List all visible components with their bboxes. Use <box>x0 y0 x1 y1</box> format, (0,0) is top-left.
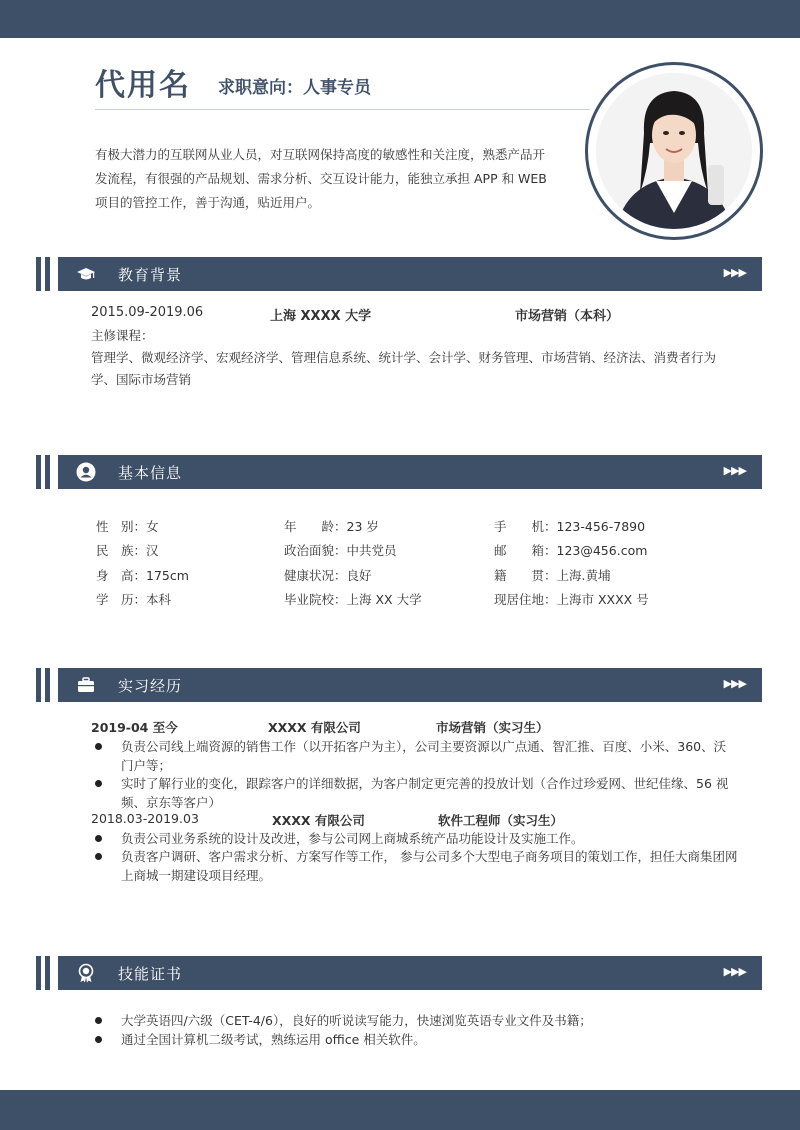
education-school: 上海 XXXX 大学 <box>270 309 372 324</box>
profile-photo-frame <box>585 62 763 240</box>
section-header-skills <box>36 956 762 990</box>
job-bullet: 实时了解行业的变化，跟踪客户的详细数据，为客户制定更完善的投放计划（合作过珍爱网、世纪佳缘、56 视频、京东等客户） <box>93 774 738 812</box>
arrows-icon: ▶▶▶ <box>723 464 746 477</box>
arrows-icon: ▶▶▶ <box>723 266 746 279</box>
candidate-name: 代用名 <box>95 68 191 103</box>
job-role: 软件工程师（实习生） <box>438 813 564 828</box>
info-ethnicity: 民 族：汉 <box>96 543 159 558</box>
skill-item: 大学英语四/六级（CET-4/6），良好的听说读写能力，快速浏览英语专业文件及书籍； <box>93 1011 738 1030</box>
section-title: 技能证书 <box>118 965 183 983</box>
job-bullet: 负责客户调研、客户需求分析、方案写作等工作， 参与公司多个大型电子商务项目的策划工作，担任大商集团网上商城一期建设项目经理。 <box>93 847 738 885</box>
arrows-icon: ▶▶▶ <box>723 965 746 978</box>
info-height: 身 高：175cm <box>96 568 189 583</box>
user-icon <box>76 462 96 482</box>
job-intent: 求职意向：人事专员 <box>218 78 371 98</box>
job-company: XXXX 有限公司 <box>272 813 365 828</box>
info-gender: 性 别：女 <box>96 519 159 534</box>
job-role: 市场营销（实习生） <box>436 720 549 735</box>
info-age: 年 龄：23 岁 <box>284 519 379 534</box>
section-header-internship <box>36 668 762 702</box>
job-bullet: 负责公司业务系统的设计及改进，参与公司网上商城系统产品功能设计及实施工作。 <box>93 829 738 848</box>
skill-item: 通过全国计算机二级考试，熟练运用 office 相关软件。 <box>93 1030 738 1049</box>
profile-photo <box>596 73 752 229</box>
header-divider <box>95 109 590 110</box>
education-period: 2015.09-2019.06 <box>91 305 204 320</box>
courses-list: 管理学、微观经济学、宏观经济学、管理信息系统、统计学、会计学、财务管理、市场营销、经济法、消费者行为学、国际市场营销 <box>91 350 717 387</box>
section-title: 教育背景 <box>118 266 183 284</box>
info-email: 邮 箱：123@456.com <box>494 543 648 558</box>
top-decor-bar <box>0 0 800 38</box>
section-title: 基本信息 <box>118 464 183 482</box>
arrows-icon: ▶▶▶ <box>723 677 746 690</box>
courses-label: 主修课程： <box>91 328 154 343</box>
section-header-basic-info <box>36 455 762 489</box>
info-address: 现居住地：上海市 XXXX 号 <box>494 592 649 607</box>
info-degree: 学 历：本科 <box>96 592 172 607</box>
summary-text: 有极大潜力的互联网从业人员，对互联网保持高度的敏感性和关注度，熟悉产品开发流程，有很强的产品规划、需求分析、交互设计能力，能独立承担 APP 和 WEB 项目的管控工作，善于沟通，贴近用户。 <box>95 147 547 210</box>
info-politics: 政治面貌：中共党员 <box>284 543 397 558</box>
info-health: 健康状况：良好 <box>284 568 372 583</box>
section-header-education <box>36 257 762 291</box>
section-title: 实习经历 <box>118 677 183 695</box>
award-icon <box>76 963 96 983</box>
info-phone: 手 机：123-456-7890 <box>494 519 646 534</box>
graduation-cap-icon <box>76 264 96 284</box>
briefcase-icon <box>76 675 96 695</box>
info-origin: 籍 贯：上海.黄埔 <box>494 568 611 583</box>
job-period: 2018.03-2019.03 <box>91 811 199 826</box>
bottom-decor-bar <box>0 1090 800 1130</box>
job-company: XXXX 有限公司 <box>268 720 361 735</box>
education-major: 市场营销（本科） <box>515 309 620 324</box>
info-graduated: 毕业院校：上海 XX 大学 <box>284 592 422 607</box>
job-period: 2019-04 至今 <box>91 720 178 735</box>
job-bullet: 负责公司线上端资源的销售工作（以开拓客户为主），公司主要资源以广点通、智汇推、百度、小米、360、沃门户等； <box>93 737 738 775</box>
